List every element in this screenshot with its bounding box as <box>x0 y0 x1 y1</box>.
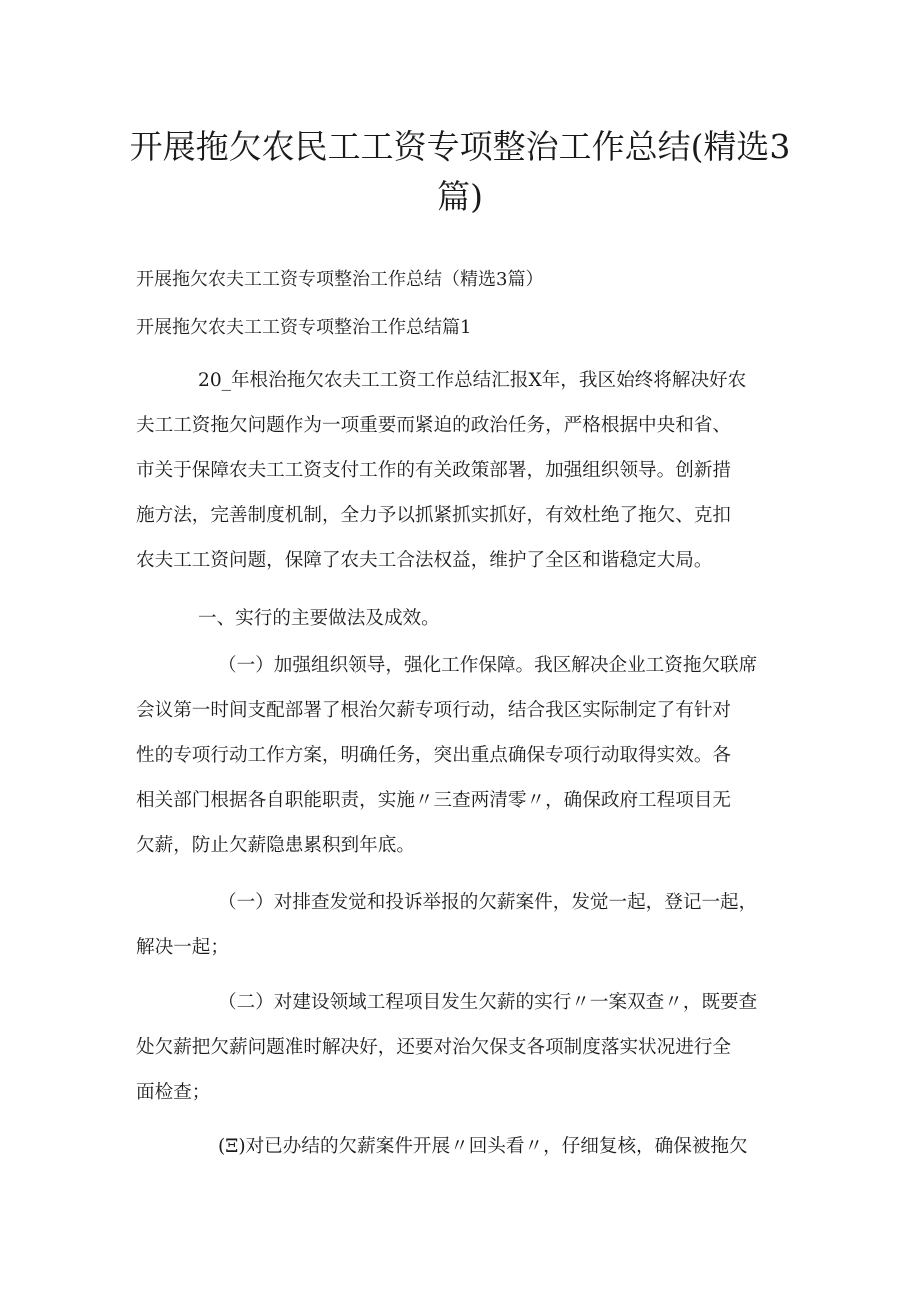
paragraph-line: 农夫工工资问题，保障了农夫工合法权益，维护了全区和谐稳定大局。 <box>136 550 713 571</box>
paragraph-line: （一）对排查发觉和投诉举报的欠薪案件，发觉一起，登记一起， <box>218 892 758 913</box>
subtitle-part-1: 开展拖欠农夫工工资专项整治工作总结篇1 <box>136 317 472 338</box>
paragraph-line: 会议第一时间支配部署了根治欠薪专项行动，结合我区实际制定了有针对 <box>136 700 732 721</box>
title-line-1: 开展拖欠农民工工资专项整治工作总结(精选3 <box>129 127 791 166</box>
section-heading-1 <box>136 596 791 641</box>
paragraph-line: (Ξ)对已办结的欠薪案件开展〃回头看〃，仔细复核，确保被拖欠 <box>218 1136 748 1157</box>
subtitle-collection: 开展拖欠农夫工工资专项整治工作总结（精选3篇） <box>136 269 544 290</box>
title-line-2: 篇) <box>437 177 483 216</box>
paragraph-line: 欠薪，防止欠薪隐患累积到年底。 <box>136 835 415 856</box>
paragraph-line: （二）对建设领域工程项目发生欠薪的实行〃一案双查〃，既要查 <box>218 992 758 1013</box>
paragraph-line: 一、实行的主要做法及成效。 <box>198 608 440 629</box>
paragraph-intro <box>136 358 791 583</box>
paragraph-item-2 <box>136 980 791 1115</box>
paragraph-line: 相关部门根据各自职能职责，实施〃三查两清零〃，确保政府工程项目无 <box>136 790 732 811</box>
paragraph-line: 性的专项行动工作方案，明确任务，突出重点确保专项行动取得实效。各 <box>136 745 732 766</box>
paragraph-item-3 <box>136 1124 791 1169</box>
paragraph-line: 20_年根治拖欠农夫工工资工作总结汇报X年，我区始终将解决好农 <box>198 370 747 391</box>
paragraph-line: （一）加强组织领导，强化工作保障。我区解决企业工资拖欠联席 <box>218 655 758 676</box>
paragraph-organization <box>136 643 791 868</box>
paragraph-line: 面检查； <box>136 1082 211 1103</box>
document-title <box>100 122 820 222</box>
paragraph-line: 处欠薪把欠薪问题准时解决好，还要对治欠保支各项制度落实状况进行全 <box>136 1037 732 1058</box>
paragraph-line: 施方法，完善制度机制，全力予以抓紧抓实抓好，有效杜绝了拖欠、克扣 <box>136 505 732 526</box>
paragraph-line: 市关于保障农夫工工资支付工作的有关政策部署，加强组织领导。创新措 <box>136 460 732 481</box>
paragraph-item-1 <box>136 880 791 970</box>
paragraph-line: 解决一起； <box>136 937 229 958</box>
paragraph-line: 夫工工资拖欠问题作为一项重要而紧迫的政治任务，严格根据中央和省、 <box>136 415 732 436</box>
